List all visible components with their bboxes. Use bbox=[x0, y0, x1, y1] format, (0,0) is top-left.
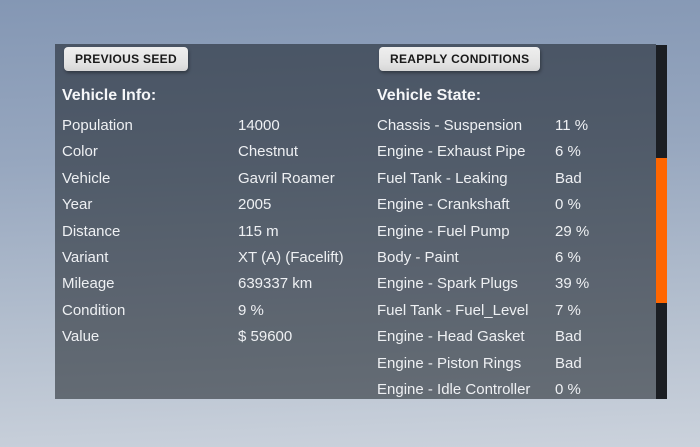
state-row-label: Engine - Idle Controller bbox=[377, 380, 531, 398]
info-row bbox=[62, 113, 362, 139]
state-row-label: Fuel Tank - Leaking bbox=[377, 169, 508, 187]
vehicle-info-rows bbox=[62, 113, 362, 351]
info-row-label: Condition bbox=[62, 301, 126, 319]
info-row-label: Variant bbox=[62, 248, 109, 266]
state-row bbox=[377, 245, 649, 271]
info-row-label: Year bbox=[62, 196, 93, 214]
vehicle-overlay-panel bbox=[55, 44, 656, 399]
info-row-value: $ 59600 bbox=[238, 328, 293, 346]
info-row-value: 2005 bbox=[238, 196, 272, 214]
info-row-label: Vehicle bbox=[62, 169, 111, 187]
vehicle-state-header: Vehicle State: bbox=[377, 87, 482, 104]
info-row-value: 115 m bbox=[238, 222, 279, 240]
state-row-value: 7 % bbox=[555, 301, 581, 319]
info-row-label: Distance bbox=[62, 222, 121, 240]
state-row-value: Bad bbox=[555, 169, 582, 187]
info-row-label: Mileage bbox=[62, 275, 115, 293]
state-row bbox=[377, 271, 649, 297]
info-row-value: 9 % bbox=[238, 301, 264, 319]
scrollbar-track[interactable] bbox=[656, 45, 667, 399]
state-row bbox=[377, 166, 649, 192]
state-row bbox=[377, 377, 649, 403]
info-row-label: Color bbox=[62, 143, 98, 161]
state-row-value: 39 % bbox=[555, 275, 590, 293]
info-row-label: Value bbox=[62, 328, 100, 346]
info-row bbox=[62, 271, 362, 297]
info-row-value: XT (A) (Facelift) bbox=[238, 248, 344, 266]
info-row bbox=[62, 139, 362, 165]
state-row-value: 6 % bbox=[555, 248, 581, 266]
state-row-label: Engine - Crankshaft bbox=[377, 196, 510, 214]
state-row-value: 11 % bbox=[555, 117, 589, 134]
state-row bbox=[377, 298, 649, 324]
state-row bbox=[377, 113, 649, 139]
info-row-value: Gavril Roamer bbox=[238, 169, 335, 187]
info-row bbox=[62, 245, 362, 271]
info-row-value: 14000 bbox=[238, 117, 280, 134]
state-row bbox=[377, 219, 649, 245]
state-row-label: Engine - Spark Plugs bbox=[377, 275, 518, 293]
vehicle-info-column bbox=[62, 86, 362, 351]
info-row-label: Population bbox=[62, 117, 133, 134]
previous-seed-button[interactable]: PREVIOUS SEED bbox=[64, 47, 188, 71]
vehicle-state-rows bbox=[377, 113, 649, 403]
state-row-value: 6 % bbox=[555, 143, 581, 161]
state-row-value: 29 % bbox=[555, 222, 590, 240]
state-row-label: Engine - Exhaust Pipe bbox=[377, 143, 526, 161]
state-row bbox=[377, 324, 649, 350]
state-row-value: 0 % bbox=[555, 380, 581, 398]
info-row bbox=[62, 324, 362, 350]
state-row bbox=[377, 139, 649, 165]
state-row-value: Bad bbox=[555, 354, 582, 372]
state-row-label: Engine - Fuel Pump bbox=[377, 222, 510, 240]
state-row-label: Body - Paint bbox=[377, 248, 459, 266]
info-row bbox=[62, 219, 362, 245]
state-row-label: Fuel Tank - Fuel_Level bbox=[377, 301, 529, 319]
state-row-label: Engine - Piston Rings bbox=[377, 354, 522, 372]
info-row-value: Chestnut bbox=[238, 143, 299, 161]
info-row-value: 639337 km bbox=[238, 275, 313, 293]
state-row-label: Chassis - Suspension bbox=[377, 117, 523, 134]
state-row-value: 0 % bbox=[555, 196, 581, 214]
state-row-label: Engine - Head Gasket bbox=[377, 328, 525, 346]
vehicle-info-header: Vehicle Info: bbox=[62, 87, 157, 104]
state-row bbox=[377, 192, 649, 218]
reapply-conditions-button[interactable]: REAPPLY CONDITIONS bbox=[379, 47, 540, 71]
info-row bbox=[62, 192, 362, 218]
state-row bbox=[377, 351, 649, 377]
state-row-value: Bad bbox=[555, 328, 582, 346]
scrollbar-thumb[interactable] bbox=[656, 158, 667, 303]
vehicle-state-column bbox=[377, 86, 649, 403]
info-row bbox=[62, 298, 362, 324]
info-row bbox=[62, 166, 362, 192]
